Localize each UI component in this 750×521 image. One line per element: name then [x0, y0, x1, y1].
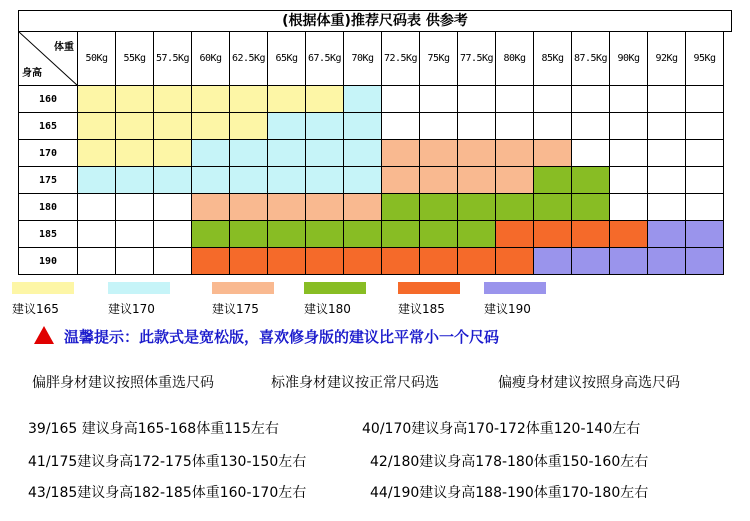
- weight-header: 60Kg: [192, 32, 230, 86]
- weight-header: 75Kg: [420, 32, 458, 86]
- size-cell: [420, 167, 458, 194]
- size-cell: [686, 140, 724, 167]
- size-cell: [534, 140, 572, 167]
- weight-header: 55Kg: [116, 32, 154, 86]
- size-cell: [496, 248, 534, 275]
- legend-label: 建议170: [108, 302, 155, 316]
- size-cell: [610, 167, 648, 194]
- size-cell: [686, 86, 724, 113]
- size-cell: [268, 167, 306, 194]
- height-header: 165: [19, 113, 78, 140]
- size-cell: [610, 194, 648, 221]
- legend-label: 建议175: [212, 302, 259, 316]
- corner-weight-label: 体重: [54, 42, 74, 53]
- size-cell: [268, 140, 306, 167]
- size-cell: [648, 140, 686, 167]
- size-cell: [534, 248, 572, 275]
- size-cell: [116, 248, 154, 275]
- size-cell: [496, 167, 534, 194]
- weight-header: 80Kg: [496, 32, 534, 86]
- weight-header: 65Kg: [268, 32, 306, 86]
- tip-text: 温馨提示：此款式是宽松版，喜欢修身版的建议比平常小一个尺码: [64, 328, 500, 346]
- size-cell: [78, 140, 116, 167]
- size-cell: [534, 167, 572, 194]
- size-cell: [496, 140, 534, 167]
- legend-swatch: [212, 282, 274, 294]
- size-cell: [572, 194, 610, 221]
- legend-swatch: [304, 282, 366, 294]
- note-heavy: 偏胖身材建议按照体重选尺码: [32, 375, 214, 391]
- size-cell: [534, 86, 572, 113]
- size-chart-table: [18, 31, 724, 275]
- size-cell: [420, 248, 458, 275]
- size-cell: [116, 86, 154, 113]
- size-cell: [496, 221, 534, 248]
- legend-label: 建议165: [12, 302, 59, 316]
- size-cell: [534, 221, 572, 248]
- table-row: [19, 113, 724, 140]
- size-cell: [268, 248, 306, 275]
- weight-header: 92Kg: [648, 32, 686, 86]
- size-cell: [306, 221, 344, 248]
- weight-header: 50Kg: [78, 32, 116, 86]
- legend-item: [304, 282, 366, 317]
- corner-height-label: 身高: [22, 68, 42, 79]
- size-cell: [154, 221, 192, 248]
- size-cell: [268, 194, 306, 221]
- size-cell: [78, 248, 116, 275]
- size-cell: [192, 221, 230, 248]
- weight-header: 77.5Kg: [458, 32, 496, 86]
- size-cell: [572, 86, 610, 113]
- size-cell: [382, 167, 420, 194]
- size-cell: [382, 113, 420, 140]
- weight-header: 95Kg: [686, 32, 724, 86]
- table-row: [19, 140, 724, 167]
- size-cell: [610, 221, 648, 248]
- size-cell: [496, 86, 534, 113]
- size-cell: [534, 194, 572, 221]
- size-cell: [648, 113, 686, 140]
- table-row: [19, 194, 724, 221]
- legend-label: 建议190: [484, 302, 531, 316]
- size-cell: [192, 167, 230, 194]
- size-cell: [420, 113, 458, 140]
- note-standard: 标准身材建议按正常尺码选: [271, 375, 439, 391]
- size-cell: [686, 167, 724, 194]
- color-legend: [0, 282, 750, 322]
- size-cell: [610, 113, 648, 140]
- legend-label: 建议185: [398, 302, 445, 316]
- table-corner-header: [19, 32, 78, 86]
- size-cell: [572, 248, 610, 275]
- size-cell: [648, 248, 686, 275]
- size-42-180: 42/180建议身高178-180体重150-160左右: [370, 454, 649, 470]
- size-cell: [78, 167, 116, 194]
- table-row: [19, 248, 724, 275]
- size-cell: [78, 194, 116, 221]
- size-cell: [686, 113, 724, 140]
- size-cell: [496, 113, 534, 140]
- size-cell: [420, 140, 458, 167]
- size-cell: [496, 194, 534, 221]
- size-cell: [382, 194, 420, 221]
- size-41-175: 41/175建议身高172-175体重130-150左右: [28, 454, 307, 470]
- size-cell: [458, 221, 496, 248]
- size-cell: [78, 86, 116, 113]
- size-cell: [230, 221, 268, 248]
- size-cell: [192, 248, 230, 275]
- height-header: 180: [19, 194, 78, 221]
- size-cell: [344, 221, 382, 248]
- size-cell: [192, 113, 230, 140]
- size-cell: [306, 194, 344, 221]
- legend-item: [398, 282, 460, 317]
- size-cell: [344, 167, 382, 194]
- weight-header: 85Kg: [534, 32, 572, 86]
- size-cell: [306, 248, 344, 275]
- size-cell: [192, 194, 230, 221]
- size-cell: [154, 113, 192, 140]
- size-cell: [78, 221, 116, 248]
- size-cell: [344, 194, 382, 221]
- legend-swatch: [12, 282, 74, 294]
- size-cell: [572, 113, 610, 140]
- table-title: (根据体重)推荐尺码表 供参考: [18, 10, 732, 32]
- size-cell: [268, 113, 306, 140]
- size-cell: [420, 194, 458, 221]
- size-cell: [686, 221, 724, 248]
- size-44-190: 44/190建议身高188-190体重170-180左右: [370, 485, 649, 501]
- size-cell: [344, 86, 382, 113]
- warning-triangle-icon: [34, 326, 54, 344]
- size-cell: [344, 248, 382, 275]
- height-header: 190: [19, 248, 78, 275]
- size-cell: [230, 86, 268, 113]
- size-cell: [154, 140, 192, 167]
- size-cell: [230, 113, 268, 140]
- size-cell: [610, 140, 648, 167]
- height-header: 175: [19, 167, 78, 194]
- size-cell: [154, 194, 192, 221]
- size-cell: [306, 167, 344, 194]
- size-cell: [382, 86, 420, 113]
- weight-header: 57.5Kg: [154, 32, 192, 86]
- size-cell: [458, 167, 496, 194]
- size-cell: [268, 221, 306, 248]
- size-cell: [116, 113, 154, 140]
- size-cell: [154, 248, 192, 275]
- size-cell: [306, 140, 344, 167]
- weight-header: 87.5Kg: [572, 32, 610, 86]
- height-header: 160: [19, 86, 78, 113]
- size-cell: [648, 194, 686, 221]
- weight-header: 62.5Kg: [230, 32, 268, 86]
- size-cell: [648, 167, 686, 194]
- size-cell: [344, 140, 382, 167]
- legend-item: [108, 282, 170, 317]
- size-cell: [116, 140, 154, 167]
- tip-banner: [34, 326, 499, 348]
- size-cell: [78, 113, 116, 140]
- weight-header: 90Kg: [610, 32, 648, 86]
- size-cell: [306, 113, 344, 140]
- size-cell: [382, 248, 420, 275]
- size-cell: [116, 167, 154, 194]
- size-cell: [116, 221, 154, 248]
- size-cell: [116, 194, 154, 221]
- weight-header: 67.5Kg: [306, 32, 344, 86]
- size-cell: [686, 248, 724, 275]
- size-cell: [306, 86, 344, 113]
- size-cell: [230, 194, 268, 221]
- size-cell: [344, 113, 382, 140]
- size-cell: [154, 86, 192, 113]
- size-cell: [534, 113, 572, 140]
- note-slim: 偏瘦身材建议按照身高选尺码: [498, 375, 680, 391]
- size-cell: [420, 221, 458, 248]
- size-cell: [572, 167, 610, 194]
- size-cell: [154, 167, 192, 194]
- size-cell: [458, 140, 496, 167]
- weight-header: 70Kg: [344, 32, 382, 86]
- legend-item: [212, 282, 274, 317]
- size-cell: [458, 194, 496, 221]
- size-cell: [610, 86, 648, 113]
- size-cell: [648, 86, 686, 113]
- legend-label: 建议180: [304, 302, 351, 316]
- size-cell: [572, 140, 610, 167]
- size-cell: [648, 221, 686, 248]
- legend-swatch: [398, 282, 460, 294]
- size-cell: [382, 140, 420, 167]
- table-row: [19, 86, 724, 113]
- height-header: 185: [19, 221, 78, 248]
- size-cell: [192, 140, 230, 167]
- size-cell: [458, 248, 496, 275]
- weight-header: 72.5Kg: [382, 32, 420, 86]
- size-cell: [458, 86, 496, 113]
- size-43-185: 43/185建议身高182-185体重160-170左右: [28, 485, 307, 501]
- size-cell: [610, 248, 648, 275]
- size-39-165: 39/165 建议身高165-168体重115左右: [28, 421, 279, 437]
- size-cell: [382, 221, 420, 248]
- legend-swatch: [108, 282, 170, 294]
- size-cell: [230, 248, 268, 275]
- size-cell: [230, 140, 268, 167]
- table-row: [19, 167, 724, 194]
- size-cell: [268, 86, 306, 113]
- size-40-170: 40/170建议身高170-172体重120-140左右: [362, 421, 641, 437]
- height-header: 170: [19, 140, 78, 167]
- size-cell: [230, 167, 268, 194]
- legend-swatch: [484, 282, 546, 294]
- size-cell: [686, 194, 724, 221]
- size-cell: [458, 113, 496, 140]
- size-cell: [572, 221, 610, 248]
- size-cell: [192, 86, 230, 113]
- table-row: [19, 221, 724, 248]
- legend-item: [484, 282, 546, 317]
- legend-item: [12, 282, 74, 317]
- size-cell: [420, 86, 458, 113]
